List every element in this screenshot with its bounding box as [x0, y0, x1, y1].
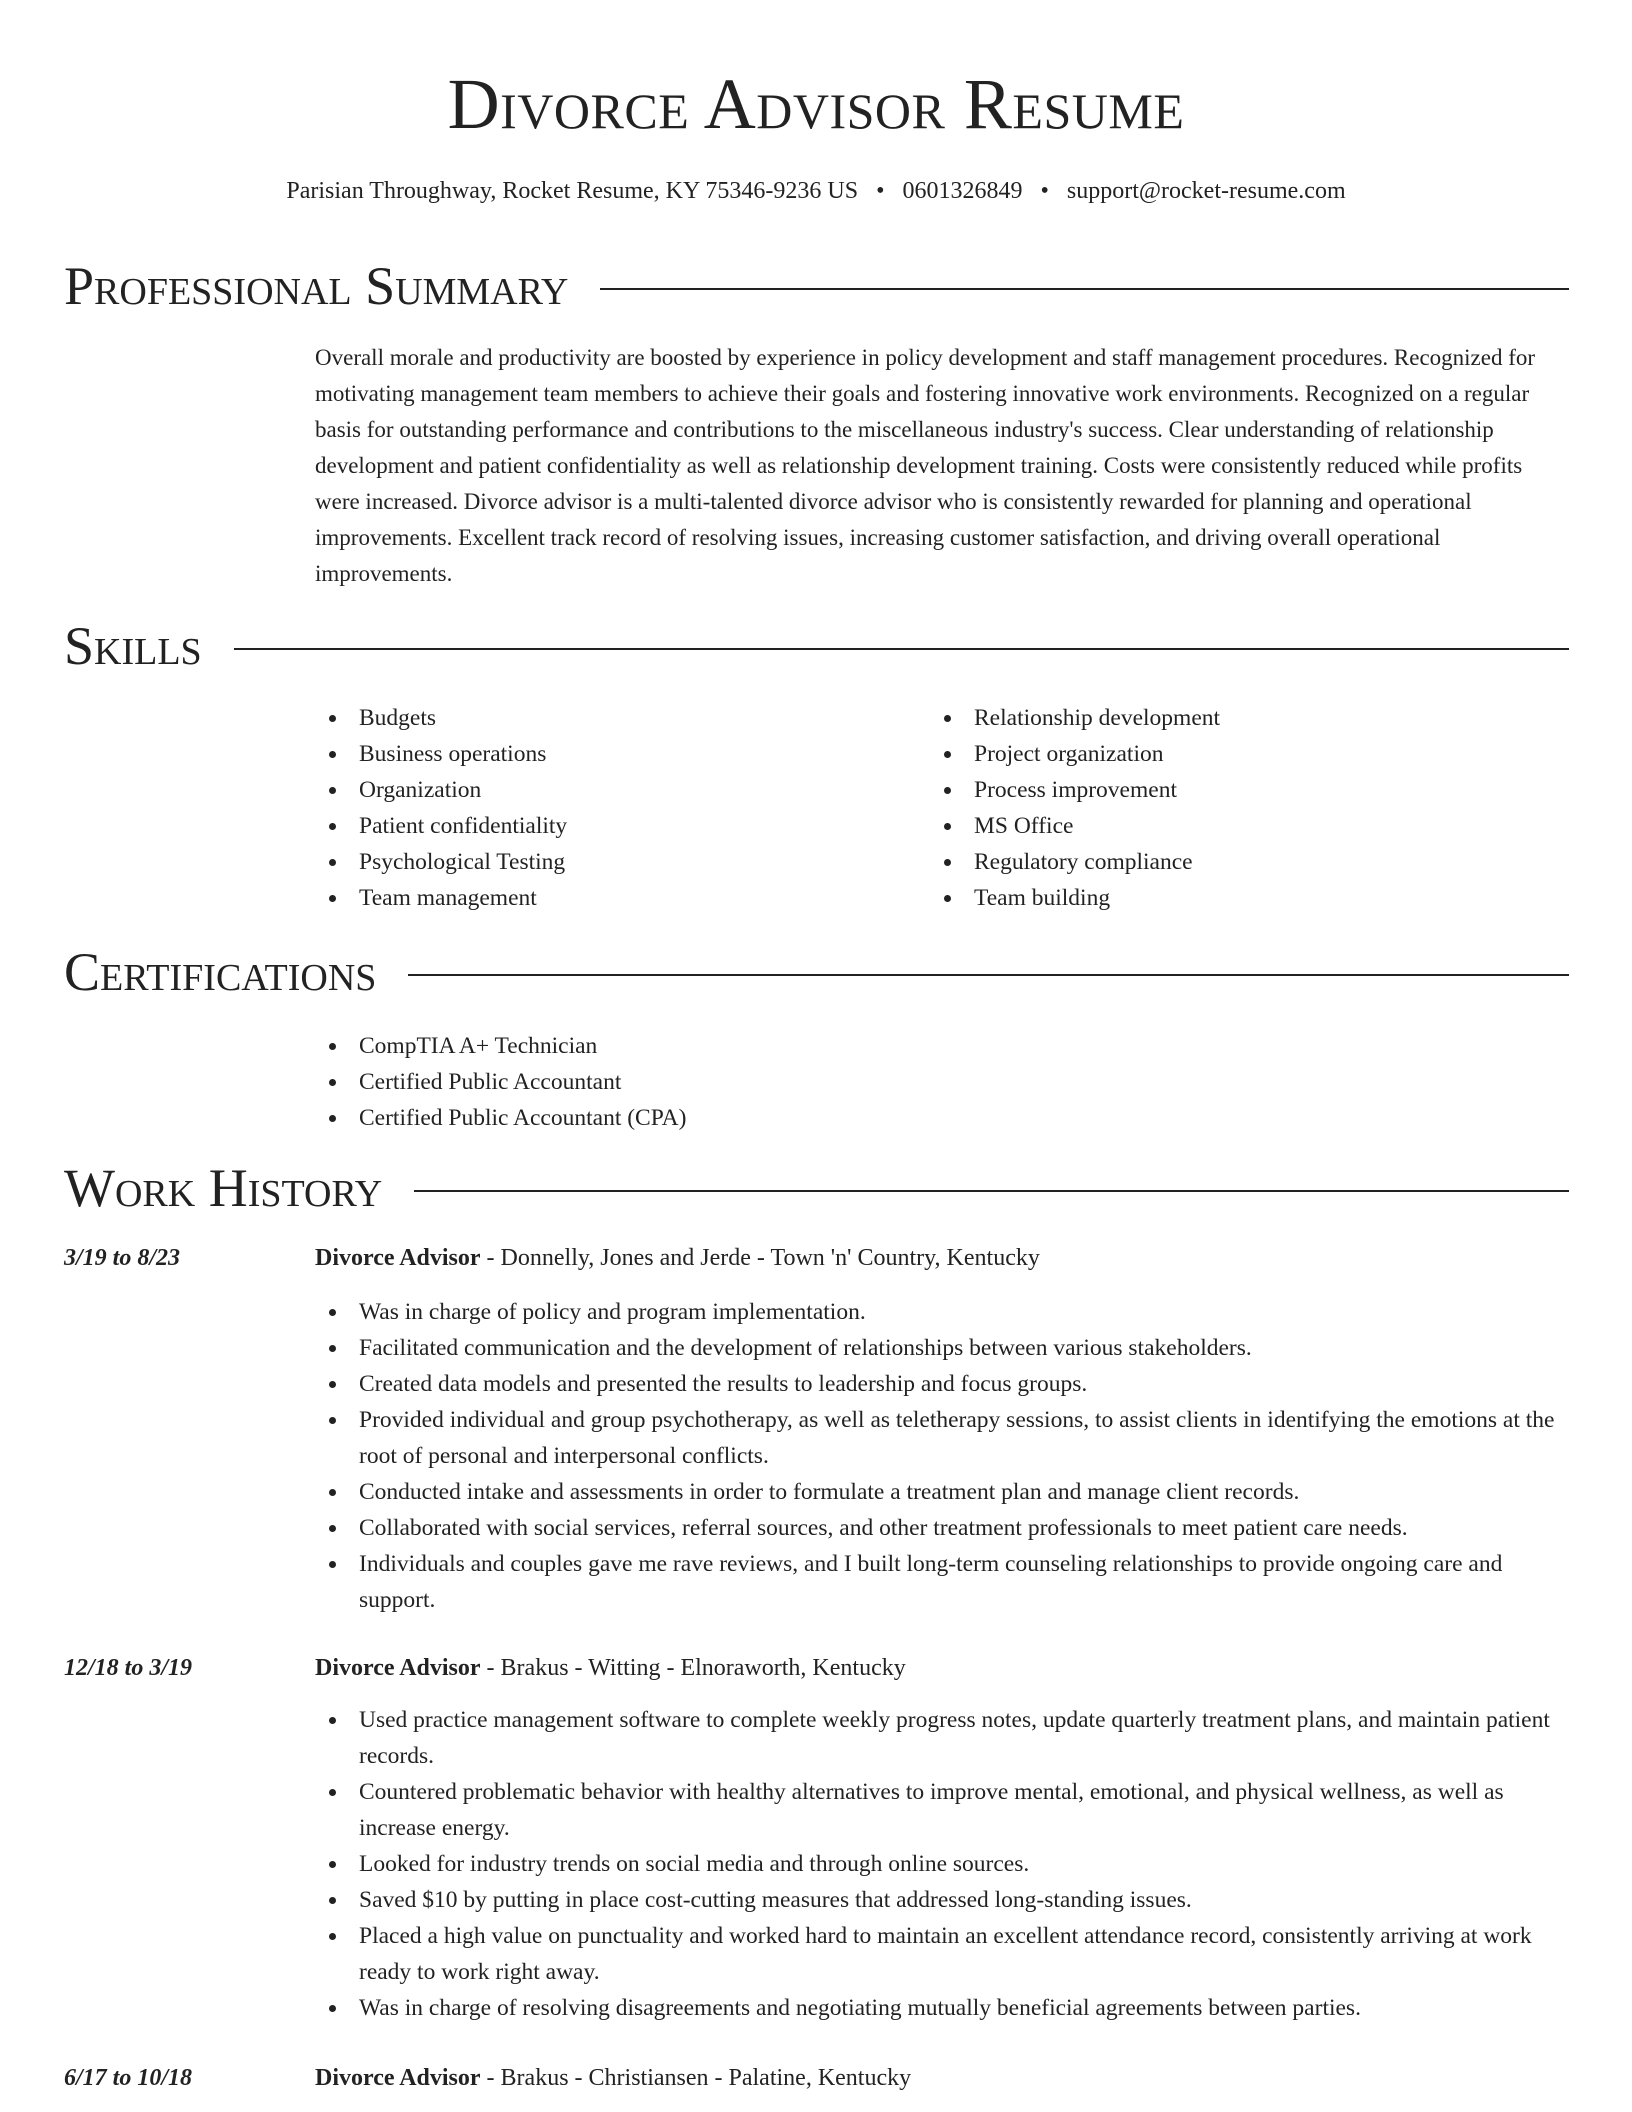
skill-item: Project organization: [930, 736, 1530, 772]
skill-item: Regulatory compliance: [930, 844, 1530, 880]
skill-item: Process improvement: [930, 772, 1530, 808]
job-bullet: Was in charge of resolving disagreements and negotiating mutually beneficial agreements between parties.: [315, 1990, 1570, 2026]
skill-item: Relationship development: [930, 700, 1530, 736]
certifications-section-header: [64, 940, 1569, 1004]
skill-item: MS Office: [930, 808, 1530, 844]
job-bullet: Created data models and presented the results to leadership and focus groups.: [315, 1366, 1570, 1402]
certification-item: CompTIA A+ Technician: [315, 1028, 1515, 1064]
skill-item: Business operations: [315, 736, 915, 772]
skill-item: Team management: [315, 880, 915, 916]
work-history-heading: Work History: [64, 1158, 383, 1218]
skill-item: Team building: [930, 880, 1530, 916]
job-bullet: Was in charge of policy and program implementation.: [315, 1294, 1570, 1330]
certifications-list: [315, 1028, 1515, 1136]
contact-line: [0, 174, 1632, 208]
summary-text: Overall morale and productivity are boosted by experience in policy development and staff management procedures. Recognized for motivating management team members to achieve their goals and fostering innovative work environments. Recognized on a regular basis for outstanding performance and contributions to the miscellaneous industry's success. Clear understanding of relationship development and patient confidentiality as well as relationship development training. Costs were consistently reduced while profits were increased. Divorce advisor is a multi-talented divorce advisor who is consistently rewarded for planning and operational improvements. Excellent track record of resolving issues, increasing customer satisfaction, and driving overall operational improvements.: [315, 345, 1536, 586]
skills-list-left: [315, 700, 915, 916]
job-bullet: Placed a high value on punctuality and worked hard to maintain an excellent attendance record, consistently arriving at work ready to work right away.: [315, 1918, 1570, 1990]
job-bullet: Used practice management software to complete weekly progress notes, update quarterly treatment plans, and maintain patient records.: [315, 1702, 1570, 1774]
skill-item: Organization: [315, 772, 915, 808]
job-bullet: Saved $10 by putting in place cost-cutting measures that addressed long-standing issues.: [315, 1882, 1570, 1918]
job-heading: [315, 1650, 1565, 1686]
contact-phone: 0601326849: [902, 178, 1023, 204]
certifications-heading: Certifications: [64, 942, 377, 1002]
skills-list-right: [930, 700, 1530, 916]
job-dates: 12/18 to 3/19: [64, 1655, 193, 1681]
contact-separator: •: [876, 178, 885, 204]
resume-title: Divorce Advisor Resume: [447, 64, 1185, 144]
job-bullet: Provided individual and group psychotherapy, as well as teletherapy sessions, to assist clients in identifying the emotions at the root of personal and interpersonal conflicts.: [315, 1402, 1570, 1474]
job-employer: - Donnelly, Jones and Jerde - Town 'n' Country, Kentucky: [480, 1245, 1040, 1271]
job-bullet: Looked for industry trends on social media and through online sources.: [315, 1846, 1570, 1882]
summary-section-header: [64, 254, 1569, 318]
contact-separator: •: [1040, 178, 1049, 204]
job-heading: [315, 1240, 1565, 1276]
job-bullet: Collaborated with social services, referral sources, and other treatment professionals to meet patient care needs.: [315, 1510, 1570, 1546]
job-bullets: [315, 1702, 1570, 2026]
job-dates: 6/17 to 10/18: [64, 2065, 193, 2091]
job-bullets: [315, 1294, 1570, 1618]
summary-heading: Professional Summary: [64, 256, 569, 316]
certification-item: Certified Public Accountant: [315, 1064, 1515, 1100]
job-dates: 3/19 to 8/23: [64, 1245, 181, 1271]
job-bullet: Individuals and couples gave me rave reviews, and I built long-term counseling relationships to provide ongoing care and support.: [315, 1546, 1570, 1618]
job-title: Divorce Advisor: [315, 1655, 481, 1681]
section-divider: [234, 648, 1569, 650]
skills-heading: Skills: [64, 616, 202, 676]
job-title: Divorce Advisor: [315, 2065, 481, 2091]
work-history-section-header: [64, 1156, 1569, 1220]
job-bullet: Conducted intake and assessments in order to formulate a treatment plan and manage client records.: [315, 1474, 1570, 1510]
skill-item: Budgets: [315, 700, 915, 736]
contact-email: support@rocket-resume.com: [1066, 178, 1346, 204]
job-title: Divorce Advisor: [315, 1245, 481, 1271]
skill-item: Psychological Testing: [315, 844, 915, 880]
skills-section-header: [64, 614, 1569, 678]
section-divider: [408, 974, 1569, 976]
job-employer: - Brakus - Christiansen - Palatine, Kentucky: [480, 2065, 912, 2091]
section-divider: [600, 288, 1569, 290]
skill-item: Patient confidentiality: [315, 808, 915, 844]
job-employer: - Brakus - Witting - Elnoraworth, Kentucky: [480, 1655, 906, 1681]
contact-address: Parisian Throughway, Rocket Resume, KY 75346-9236 US: [286, 178, 859, 204]
section-divider: [414, 1190, 1569, 1192]
job-bullet: Countered problematic behavior with healthy alternatives to improve mental, emotional, and physical wellness, as well as increase energy.: [315, 1774, 1570, 1846]
job-bullet: Facilitated communication and the development of relationships between various stakeholders.: [315, 1330, 1570, 1366]
job-heading: [315, 2060, 1565, 2096]
certification-item: Certified Public Accountant (CPA): [315, 1100, 1515, 1136]
